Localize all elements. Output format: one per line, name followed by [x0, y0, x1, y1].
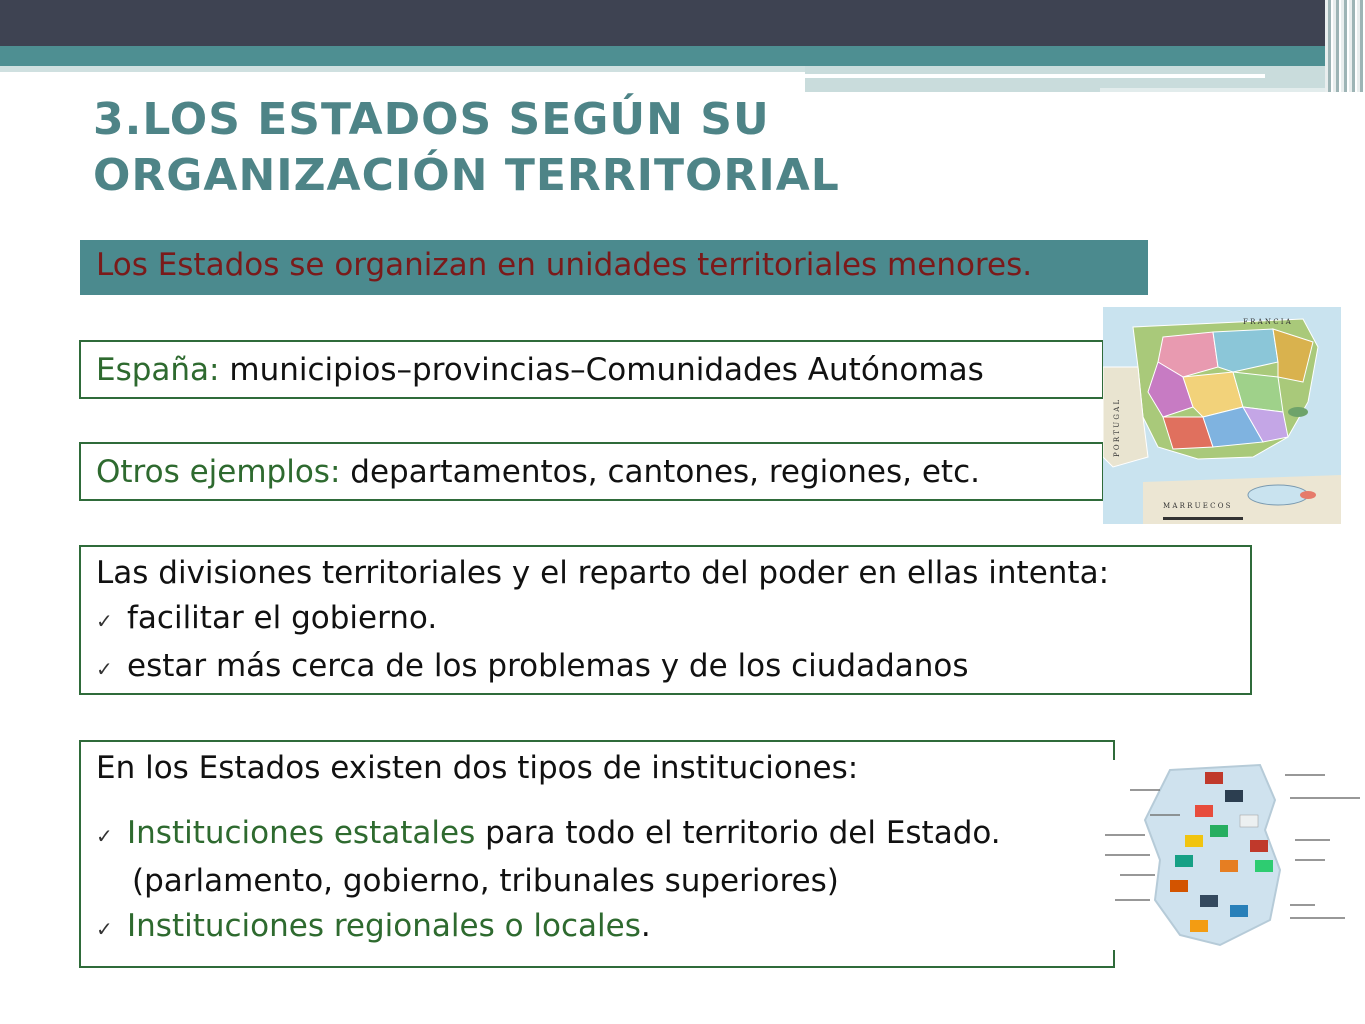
map-label-france: F R A N C I A [1243, 318, 1291, 326]
spain-label: España: [96, 352, 220, 388]
spain-text: municipios–provincias–Comunidades Autónomas [229, 352, 984, 388]
institutions-item2-green: Instituciones regionales o locales [127, 908, 641, 944]
divisions-box [79, 545, 1252, 695]
intro-banner-text: Los Estados se organizan en unidades territoriales menores. [96, 247, 1033, 283]
spain-box [79, 340, 1104, 399]
germany-map-image [1100, 760, 1365, 950]
other-examples-box [79, 442, 1104, 501]
map-label-portugal: P O R T U G A L [1113, 399, 1121, 457]
slide-title-line1: 3.LOS ESTADOS SEGÚN SU [93, 94, 770, 145]
header-light-bar [0, 66, 805, 72]
check-icon: ✓ [96, 824, 113, 848]
other-examples-line [96, 450, 1102, 495]
institutions-item1-rest: para todo el territorio del Estado. [485, 815, 1001, 851]
other-examples-label: Otros ejemplos: [96, 454, 341, 490]
other-examples-text: departamentos, cantones, regiones, etc. [350, 454, 980, 490]
institutions-box [79, 740, 1115, 968]
slide-title [93, 92, 840, 204]
divisions-item-text: facilitar el gobierno. [127, 600, 438, 636]
institutions-item [96, 811, 1113, 859]
institutions-item [96, 904, 1113, 952]
slide-title-line2: ORGANIZACIÓN TERRITORIAL [93, 150, 840, 201]
spain-line [96, 348, 1102, 393]
check-icon: ✓ [96, 609, 113, 633]
divisions-item-text: estar más cerca de los problemas y de los ciudadanos [127, 648, 969, 684]
intro-banner [80, 240, 1148, 295]
header-dark-bar [0, 0, 1365, 46]
divisions-item [96, 596, 1250, 644]
institutions-item1-green: Instituciones estatales [127, 815, 476, 851]
check-icon: ✓ [96, 657, 113, 681]
check-icon: ✓ [96, 917, 113, 941]
divisions-intro: Las divisiones territoriales y el reparto del poder en ellas intenta: [96, 555, 1110, 591]
divisions-item [96, 644, 1250, 692]
institutions-item1-detail: (parlamento, gobierno, tribunales superiores) [132, 863, 839, 899]
header-teal-bar [0, 46, 1365, 66]
map-label-morocco: M A R R U E C O S [1163, 502, 1231, 510]
institutions-item2-rest: . [640, 908, 651, 944]
header-divider-line [805, 74, 1265, 78]
header-stripes [1325, 0, 1365, 92]
institutions-intro: En los Estados existen dos tipos de instituciones: [96, 750, 859, 786]
spain-map-image [1103, 307, 1341, 524]
